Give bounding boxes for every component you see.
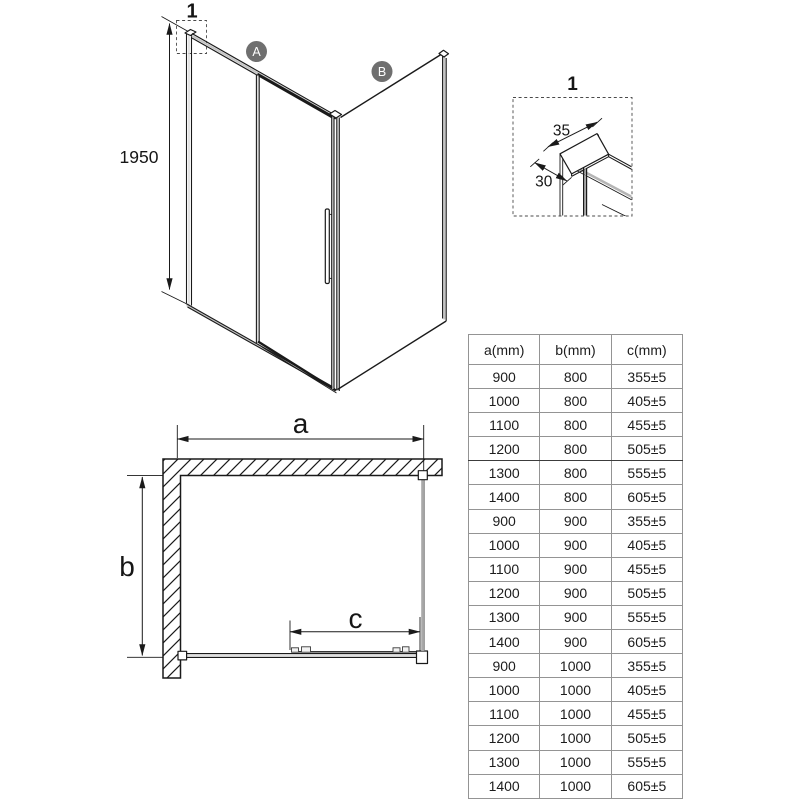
door-handle xyxy=(325,209,329,284)
roller-block xyxy=(393,648,400,652)
plan-depth-dimension-label: b xyxy=(119,551,135,582)
table-row xyxy=(469,389,683,413)
table-cell: 800 xyxy=(540,365,611,389)
table-cell: 1000 xyxy=(469,533,540,557)
table-cell: 900 xyxy=(540,509,611,533)
roller-block xyxy=(302,647,311,652)
height-dimension-label: 1950 xyxy=(119,147,159,167)
table-cell: 1000 xyxy=(540,702,611,726)
table-row xyxy=(469,774,683,798)
side-panel-cap xyxy=(439,50,449,57)
table-row xyxy=(469,630,683,654)
wall-hatch xyxy=(163,459,442,678)
track-end-block xyxy=(178,651,187,660)
table-cell: 605±5 xyxy=(611,774,682,798)
table-row xyxy=(469,437,683,461)
table-cell: 505±5 xyxy=(611,726,682,750)
table-cell: 1000 xyxy=(540,774,611,798)
table-cell: 555±5 xyxy=(611,750,682,774)
table-row xyxy=(469,365,683,389)
table-header-row xyxy=(469,335,683,365)
bottom-rail-edge xyxy=(188,307,336,390)
table-cell: 1000 xyxy=(540,654,611,678)
table-cell: 505±5 xyxy=(611,437,682,461)
table-cell: 355±5 xyxy=(611,654,682,678)
roller-block xyxy=(292,648,299,652)
extension-line xyxy=(592,118,602,127)
table-cell: 1300 xyxy=(469,605,540,629)
table-cell: 1400 xyxy=(469,630,540,654)
table-cell: 900 xyxy=(540,533,611,557)
profile-width-dimension-label: 35 xyxy=(552,122,571,140)
sliding-door-top-edge xyxy=(258,74,337,119)
table-header-cell: a(mm) xyxy=(469,335,540,365)
plan-width-dimension-label: a xyxy=(292,408,309,439)
sliding-door-bottom-edge xyxy=(258,342,336,391)
table-row xyxy=(469,726,683,750)
table-cell: 900 xyxy=(540,630,611,654)
table-cell: 1400 xyxy=(469,774,540,798)
table-row xyxy=(469,654,683,678)
panel-b-label: B xyxy=(377,65,387,79)
extension-line xyxy=(563,177,572,185)
table-cell: 605±5 xyxy=(611,630,682,654)
door-stop-block xyxy=(417,651,428,664)
table-cell: 1300 xyxy=(469,750,540,774)
table-row xyxy=(469,750,683,774)
table-cell: 1000 xyxy=(540,750,611,774)
table-row xyxy=(469,533,683,557)
table-cell: 505±5 xyxy=(611,581,682,605)
table-cell: 405±5 xyxy=(611,678,682,702)
profile-body-edge xyxy=(609,154,633,167)
detail-ref-label: 1 xyxy=(186,0,198,23)
table-cell: 1100 xyxy=(469,557,540,581)
table-cell: 1000 xyxy=(469,678,540,702)
side-panel-top-edge xyxy=(341,55,442,118)
panel-a-label: A xyxy=(252,45,261,59)
table-cell: 555±5 xyxy=(611,461,682,485)
size-table xyxy=(468,334,683,799)
wall-bracket xyxy=(418,471,427,480)
table-cell: 1300 xyxy=(469,461,540,485)
table-row xyxy=(469,509,683,533)
table-row xyxy=(469,461,683,485)
extension-line xyxy=(162,292,191,306)
plan-view xyxy=(119,408,442,678)
table-cell: 1000 xyxy=(469,389,540,413)
glass-panel-edge xyxy=(602,205,633,220)
table-cell: 800 xyxy=(540,461,611,485)
plan-door-dimension-label: c xyxy=(348,603,363,634)
table-cell: 1100 xyxy=(469,702,540,726)
table-cell: 455±5 xyxy=(611,702,682,726)
table-cell: 455±5 xyxy=(611,557,682,581)
extension-line xyxy=(530,159,539,167)
table-cell: 1200 xyxy=(469,726,540,750)
table-header-cell: c(mm) xyxy=(611,335,682,365)
table-row xyxy=(469,557,683,581)
wall-profile-section xyxy=(560,134,633,220)
table-cell: 800 xyxy=(540,389,611,413)
detail-view xyxy=(513,74,633,220)
bottom-rail-edge xyxy=(262,347,337,393)
roller-block xyxy=(403,647,410,652)
table-cell: 1000 xyxy=(540,678,611,702)
table-header-cell: b(mm) xyxy=(540,335,611,365)
table-cell: 405±5 xyxy=(611,389,682,413)
table-row xyxy=(469,702,683,726)
table-row xyxy=(469,605,683,629)
table-row xyxy=(469,581,683,605)
table-cell: 900 xyxy=(469,509,540,533)
table-cell: 405±5 xyxy=(611,533,682,557)
detail-view-title: 1 xyxy=(567,74,578,95)
profile-cap-top xyxy=(560,134,609,174)
table-cell: 900 xyxy=(469,654,540,678)
table-cell: 1200 xyxy=(469,437,540,461)
table-cell: 455±5 xyxy=(611,413,682,437)
table-cell: 800 xyxy=(540,437,611,461)
table-cell: 355±5 xyxy=(611,509,682,533)
table-cell: 1100 xyxy=(469,413,540,437)
table-cell: 900 xyxy=(540,557,611,581)
table-cell: 900 xyxy=(540,581,611,605)
iso-view xyxy=(120,1,449,394)
table-cell: 900 xyxy=(540,605,611,629)
table-cell: 1400 xyxy=(469,485,540,509)
table-cell: 605±5 xyxy=(611,485,682,509)
table-cell: 555±5 xyxy=(611,605,682,629)
table-row xyxy=(469,678,683,702)
table-cell: 1200 xyxy=(469,581,540,605)
table-cell: 900 xyxy=(469,365,540,389)
profile-body-edge xyxy=(609,157,633,170)
table-cell: 1000 xyxy=(540,726,611,750)
profile-depth-dimension-label: 30 xyxy=(535,173,553,191)
table-cell: 800 xyxy=(540,413,611,437)
extension-line xyxy=(543,143,553,152)
side-panel-bottom-edge xyxy=(338,321,447,390)
table-row xyxy=(469,413,683,437)
table-row xyxy=(469,485,683,509)
table-cell: 355±5 xyxy=(611,365,682,389)
table-cell: 800 xyxy=(540,485,611,509)
